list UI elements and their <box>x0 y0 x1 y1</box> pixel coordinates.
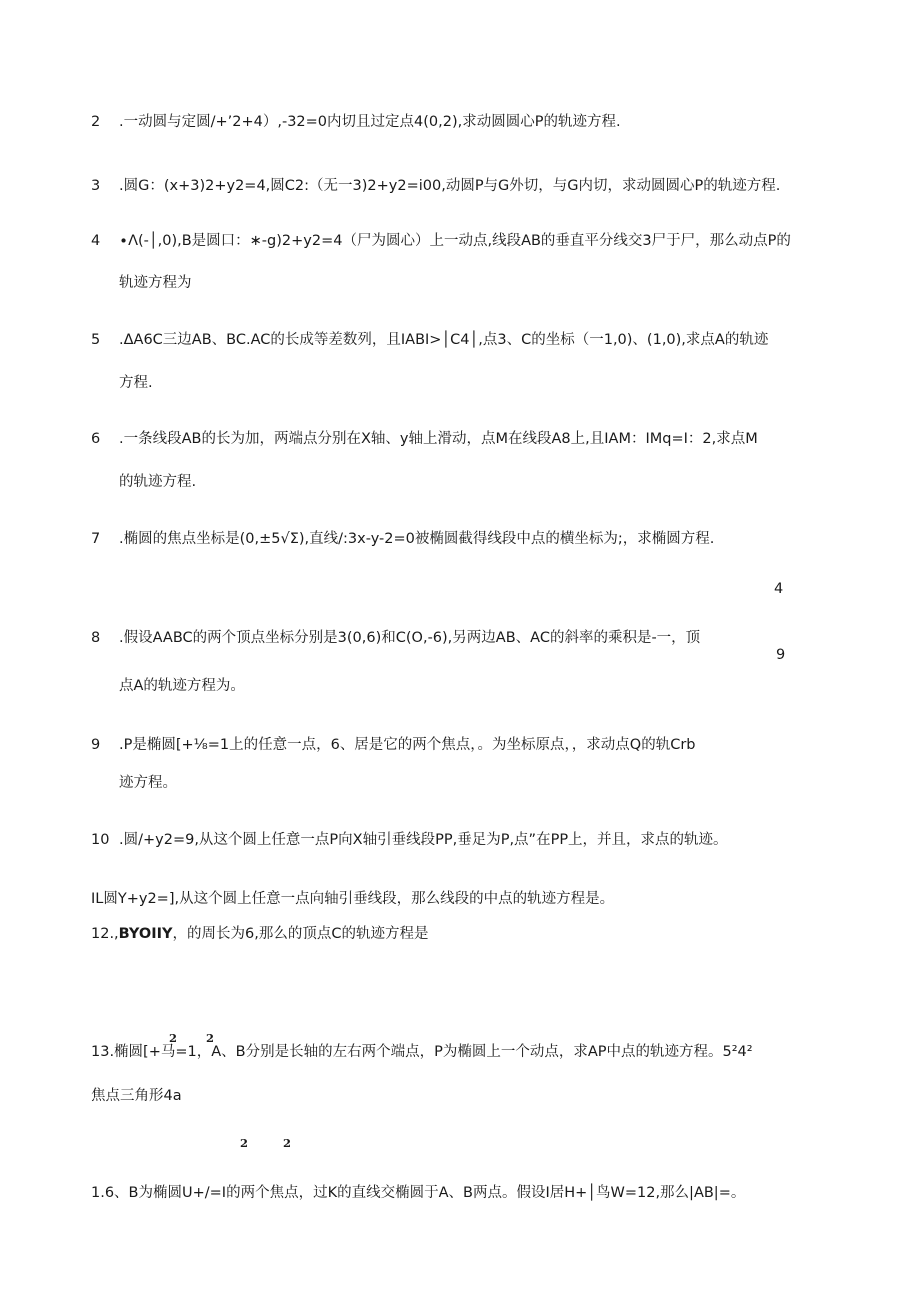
problem-text: .一动圆与定圆/+’2+4）,-32=0内切且过定点4(0,2),求动圆圆心P的轨迹方程. <box>119 114 621 130</box>
problem-number: 6 <box>91 431 101 447</box>
problem-number: 4 <box>91 233 101 249</box>
superscript: 2 <box>283 1136 292 1150</box>
problem-5 <box>91 330 768 350</box>
problem-8-continuation <box>119 676 245 696</box>
problem-number: 10 <box>91 832 110 848</box>
problem-text: 点A的轨迹方程为。 <box>119 678 245 694</box>
problem-3 <box>91 176 780 196</box>
problem-text: 轨迹方程为 <box>119 275 192 291</box>
problem-13 <box>91 1042 753 1062</box>
superscript: 2 <box>240 1136 249 1150</box>
problem-text: .P是椭圆[+⅛=1上的任意一点，6、居是它的两个焦点，。为坐标原点，，求动点Q的轨Crb <box>119 737 696 753</box>
problem-text: ∙Λ(-│,0),B是圆口：∗-g)2+y2=4（尸为圆心）上一动点,线段AB的垂直平分线交3尸于尸，那么动点P的 <box>119 233 791 249</box>
problem-6-continuation <box>119 472 196 492</box>
problem-number: 9 <box>91 737 101 753</box>
problem-text: 方程. <box>119 375 153 391</box>
heading-text: 焦点三角形4a <box>91 1088 182 1104</box>
problem-9-continuation <box>119 773 177 793</box>
problem-number: 7 <box>91 531 101 547</box>
problem-text: .ΔA6C三边AB、BC.AC的长成等差数列，且IABI>│C4│,点3、C的坐标（一1,0)、(1,0),求点A的轨迹 <box>119 332 769 348</box>
problem-12 <box>91 924 429 944</box>
problem-11 <box>91 889 614 909</box>
problem-focal-1 <box>91 1183 745 1203</box>
problem-7 <box>91 529 714 549</box>
problem-4-continuation <box>119 273 192 293</box>
fraction-numerator: 4 <box>774 581 784 597</box>
problem-text: .椭圆的焦点坐标是(0,±5√Σ),直线/:3x-y-2=0被椭圆截得线段中点的横坐标为;，求椭圆方程. <box>119 531 715 547</box>
problem-9 <box>91 735 696 755</box>
problem-text: .圆/+y2=9,从这个圆上任意一点P向X轴引垂线段PP,垂足为P,点”在PP上，并且，求点的轨迹。 <box>119 832 728 848</box>
problem-number: 5 <box>91 332 101 348</box>
problem-text: ，的周长为6,那么的顶点C的轨迹方程是 <box>172 926 429 942</box>
problem-text: .假设AABC的两个顶点坐标分别是3(0,6)和C(O,-6),另两边AB、AC的斜率的乘积是-一，顶 <box>119 630 701 646</box>
superscript: 2 <box>169 1031 178 1045</box>
problem-text: .圆G：(x+3)2+y2=4,圆C2:（无一3)2+y2=i00,动圆P与G外切，与G内切，求动圆圆心P的轨迹方程. <box>119 178 781 194</box>
problem-2 <box>91 112 621 132</box>
problem-6 <box>91 429 758 449</box>
problem-text: .一条线段AB的长为加，两端点分别在X轴、y轴上滑动，点M在线段A8上,且IAM：IMq=I：2,求点M <box>119 431 758 447</box>
superscript: 2 <box>206 1031 215 1045</box>
bold-fragment: BYOIIY <box>118 926 173 942</box>
section-heading <box>91 1086 182 1106</box>
problem-10 <box>91 830 728 850</box>
problem-number: 12., <box>91 926 119 942</box>
problem-text: 迹方程。 <box>119 775 177 791</box>
problem-number: 3 <box>91 178 101 194</box>
problem-5-continuation <box>119 373 153 393</box>
problem-8 <box>91 628 700 648</box>
problem-number: 8 <box>91 630 101 646</box>
problem-text: 1.6、B为椭圆U+∕=I的两个焦点，过K的直线交椭圆于A、B两点。假设I居H+│鸟W=12,那么|AB|=。 <box>91 1185 746 1201</box>
problem-text: 的轨迹方程. <box>119 474 197 490</box>
problem-text: 13.椭圆[+马=1，A、B分别是长轴的左右两个端点，P为椭圆上一个动点，求AP中点的轨迹方程。5²4² <box>91 1044 753 1060</box>
problem-text: IL圆Y+y2=],从这个圆上任意一点向轴引垂线段，那么线段的中点的轨迹方程是。 <box>91 891 615 907</box>
fraction-denominator: 9 <box>776 647 786 663</box>
problem-number: 2 <box>91 114 101 130</box>
problem-4 <box>91 231 791 251</box>
